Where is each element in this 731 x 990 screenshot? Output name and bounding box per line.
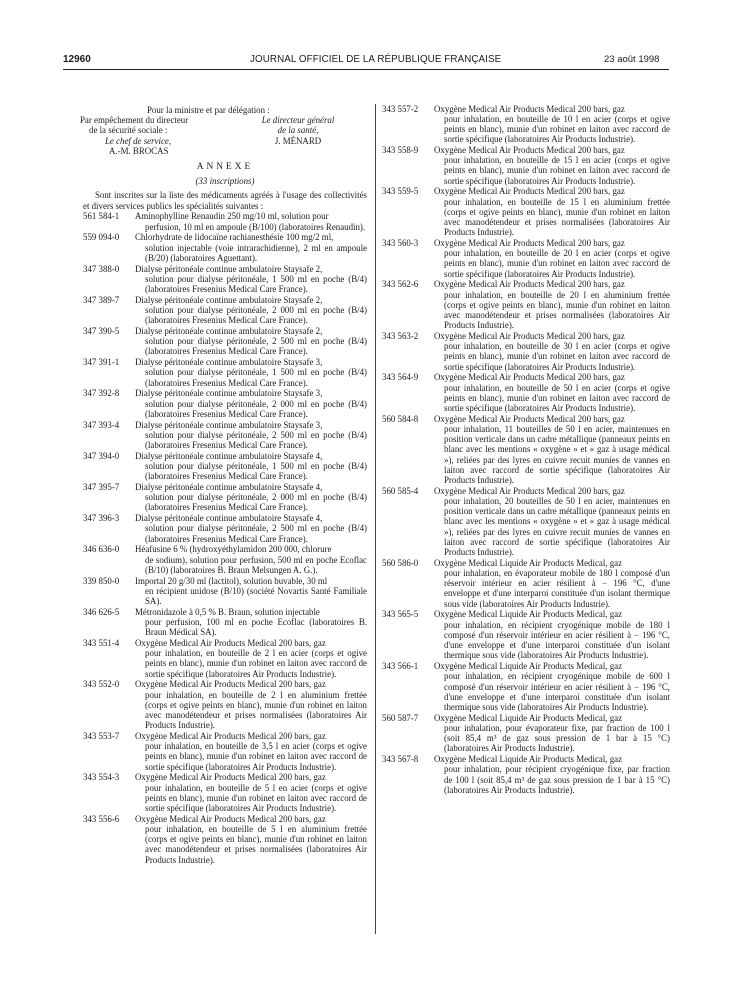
entry-continuation: de sodium), solution pour perfusion, 500 ml en poche Ecoflac (B/10) (laboratoires B. Braun Melsungen A. G.).: [145, 554, 367, 575]
signature-right-3: J. MÉNARD: [274, 135, 322, 146]
signature-left-4: A.-M. BROCAS: [109, 145, 169, 156]
entry-code: 343 562-6: [382, 279, 419, 290]
entry-first-line: Oxygène Medical Air Products Medical 200 bars, gaz: [434, 413, 625, 424]
entry-text: [135, 326, 367, 357]
entry-first-line: Dialyse péritonéale continue ambulatoire Staysafe 3,: [135, 388, 323, 399]
list-item: [83, 451, 367, 482]
entry-text: [434, 661, 670, 712]
entry-text: [434, 238, 670, 279]
entry-continuation: solution injectable (voie intrarachidienne), 2 ml en ampoule (B/20) (laboratoires Aguettant).: [145, 242, 367, 263]
header-rule: [63, 69, 669, 70]
signature-left-3: Le chef de service,: [105, 135, 172, 146]
list-item: [382, 238, 670, 279]
entry-code: 339 850-0: [83, 575, 120, 586]
entry-text: [135, 451, 367, 482]
entry-first-line: Oxygène Medical Air Products Medical 200 bars, gaz: [135, 813, 326, 824]
list-item: [382, 186, 670, 237]
right-entry-list: [382, 104, 670, 795]
entry-code: 346 626-5: [83, 606, 120, 617]
entry-code: 347 388-0: [83, 263, 120, 274]
entry-continuation: pour inhalation, en bouteille de 5 l en aluminium frettée (corps et ogive peints en blanc), munie d'un robinet en laiton avec manodétendeur et prises normalisées (laboratoires Air Products Industrie).: [145, 824, 367, 865]
list-item: [382, 372, 670, 413]
signature-delegation: Pour la ministre et par délégation :: [147, 105, 270, 115]
entry-code: 560 587-7: [382, 712, 419, 723]
list-item: [83, 326, 367, 357]
entry-continuation: perfusion, 10 ml en ampoule (B/100) (laboratoires Renaudin).: [145, 221, 366, 232]
entry-text: [434, 186, 670, 237]
entry-text: [434, 104, 670, 145]
entry-text: [434, 145, 670, 186]
entry-code: 343 557-2: [382, 103, 419, 114]
entry-text: [135, 731, 367, 772]
entry-first-line: Oxygène Medical Air Products Medical 200 bars, gaz: [434, 485, 625, 496]
list-item: [83, 482, 367, 513]
entry-continuation: pour inhalation, en bouteille de 20 l en acier (corps et ogive peints en blanc), munie d'un robinet en laiton avec raccord de sortie spécifique (laboratoires Air Products Industrie).: [444, 248, 670, 279]
list-item: [83, 731, 367, 772]
signature-left-1: Par empêchement du directeur: [80, 115, 189, 126]
entry-continuation: pour inhalation, en bouteille de 10 l en acier (corps et ogive peints en blanc), munie d'un robinet en laiton avec raccord de sortie spécifique (laboratoires Air Products Industrie).: [444, 113, 670, 145]
entry-first-line: Oxygène Medical Air Products Medical 200 bars, gaz: [434, 186, 625, 197]
list-item: [83, 357, 367, 388]
journal-title: JOURNAL OFFICIEL DE LA RÉPUBLIQUE FRANÇAISE: [250, 54, 502, 65]
entry-first-line: Oxygène Medical Air Products Medical 200 bars, gaz: [434, 103, 625, 114]
entry-code: 560 585-4: [382, 485, 419, 496]
entry-first-line: Dialyse péritonéale continue ambulatoire Staysafe 2,: [135, 325, 323, 336]
entry-code: 347 391-1: [83, 357, 120, 368]
entry-continuation: solution pour dialyse péritonéale, 2 500 ml en poche (B/4) (laboratoires Fresenius Medical Care France).: [145, 523, 367, 544]
signature-right-2: de la santé,: [277, 125, 319, 136]
entry-first-line: Oxygène Medical Air Products Medical 200 bars, gaz: [434, 372, 625, 383]
list-item: [83, 576, 367, 607]
entry-first-line: Oxygène Medical Liquide Air Products Medical, gaz: [434, 661, 623, 672]
signature-left-2: de la sécurité sociale :: [89, 125, 168, 136]
list-item: [83, 295, 367, 326]
entry-continuation: pour inhalation, en bouteille de 2 l en acier (corps et ogive peints en blanc), munie d'un robinet en laiton avec raccord de sortie spécifique (laboratoires Air Products Industrie).: [145, 648, 367, 679]
entry-code: 347 389-7: [83, 294, 120, 305]
list-item: [83, 232, 367, 263]
list-item: [83, 814, 367, 865]
entry-text: [434, 414, 670, 485]
list-item: [382, 279, 670, 330]
entry-code: 343 565-5: [382, 609, 419, 620]
entry-code: 347 392-8: [83, 388, 120, 399]
entry-first-line: Oxygène Medical Air Products Medical 200 bars, gaz: [434, 331, 625, 342]
inscriptions-count: (33 inscriptions): [195, 176, 255, 187]
entry-first-line: Métronidazole à 0,5 % B. Braun, solution injectable: [135, 606, 320, 617]
intro-paragraph: Sont inscrites sur la liste des médicaments agréés à l'usage des collectivités et divers services publics les spécialités suivantes :: [83, 190, 367, 211]
entry-code: 343 553-7: [83, 731, 120, 741]
entry-first-line: Oxygène Medical Air Products Medical 200 bars, gaz: [434, 238, 625, 249]
entry-text: [135, 607, 367, 638]
entry-first-line: Dialyse péritonéale continue ambulatoire Staysafe 4,: [135, 481, 323, 492]
list-item: [382, 331, 670, 372]
entry-continuation: pour inhalation, 20 bouteilles de 50 l en acier, maintenues en position verticale dans un cadre métallique (panneaux peints en blanc avec les mentions « oxygène » et « gaz à usage médical »), reliées par des lyres en cuivre recuit munies de vannes en laiton avec raccord de sortie spécifique (laboratoires Air Products Industrie).: [444, 496, 670, 558]
list-item: [83, 211, 367, 231]
left-entry-list: [83, 211, 367, 864]
entry-continuation: pour inhalation, en bouteille de 15 l en aluminium frettée (corps et ogive peints en blanc), munie d'un robinet en laiton avec manodétendeur et prises normalisées (laboratoires Air Products Industrie).: [444, 196, 670, 238]
list-item: [382, 713, 670, 754]
entry-code: 343 558-9: [382, 145, 419, 155]
list-item: [83, 544, 367, 575]
entry-continuation: pour inhalation, en bouteille de 20 l en aluminium frettée (corps et ogive peints en blanc), munie d'un robinet en laiton avec manodétendeur et prises normalisées (laboratoires Air Products Industrie).: [444, 289, 670, 331]
entry-text: [434, 609, 670, 660]
entry-continuation: pour inhalation, pour évaporateur fixe, par fraction de 100 l (soit 85,4 m³ de gaz sous pression de 1 bar à 15 °C) (laboratoires Air Products Industrie).: [444, 722, 670, 754]
list-item: [382, 486, 670, 557]
entry-text: [135, 772, 367, 813]
list-item: [382, 104, 670, 145]
annexe-title: ANNEXE: [196, 161, 254, 172]
entry-continuation: solution pour dialyse péritonéale, 1 500 ml en poche (B/4) (laboratoires Fresenius Medical Care France).: [145, 273, 367, 294]
list-item: [382, 414, 670, 485]
list-item: [83, 513, 367, 544]
entry-first-line: Héafusine 6 % (hydroxyéthylamidon 200 000, chlorure: [135, 544, 332, 555]
entry-first-line: Oxygène Medical Air Products Medical 200 bars, gaz: [135, 772, 326, 783]
entry-continuation: pour inhalation, 11 bouteilles de 50 l en acier, maintenues en position verticale dans un cadre métallique (panneaux peints en blanc avec les mentions « oxygène » et « gaz à usage médical »), reliées par des lyres en cuivre recuit munies de vannes en laiton avec raccord de sortie spécifique (laboratoires Air Products Industrie).: [444, 424, 670, 486]
entry-first-line: Oxygène Medical Liquide Air Products Medical, gaz: [434, 557, 623, 568]
entry-code: 343 559-5: [382, 186, 419, 197]
entry-code: 343 564-9: [382, 372, 419, 383]
entry-first-line: Oxygène Medical Air Products Medical 200 bars, gaz: [434, 145, 625, 155]
list-item: [83, 638, 367, 679]
entry-code: 343 551-4: [83, 637, 120, 648]
entry-continuation: pour inhalation, en récipient cryogénique mobile de 600 l composé d'un réservoir intérieur en acier résilient à − 196 °C, d'une enveloppe et d'une interparoi constituée d'un isolant thermique sous vide (laboratoires Air Products Industrie).: [444, 671, 670, 712]
entry-first-line: Dialyse péritonéale continue ambulatoire Staysafe 3,: [135, 419, 323, 430]
entry-code: 343 552-0: [83, 679, 120, 690]
entry-text: [135, 576, 367, 607]
entry-code: 343 563-2: [382, 331, 419, 342]
entry-text: [434, 331, 670, 372]
entry-code: 347 396-3: [83, 513, 120, 524]
entry-text: [434, 558, 670, 609]
entry-text: [135, 357, 367, 388]
list-item: [83, 679, 367, 730]
entry-text: [135, 388, 367, 419]
entry-first-line: Oxygène Medical Air Products Medical 200 bars, gaz: [135, 637, 326, 648]
entry-first-line: Chlorhydrate de lidocaïne rachianesthésie 100 mg/2 ml,: [135, 232, 334, 243]
publication-date: 23 août 1998: [604, 54, 660, 65]
entry-continuation: solution pour dialyse péritonéale, 2 500 ml en poche (B/4) (laboratoires Fresenius Medical Care France).: [145, 336, 367, 357]
entry-first-line: Oxygène Medical Air Products Medical 200 bars, gaz: [135, 731, 326, 741]
entry-text: [434, 372, 670, 413]
entry-continuation: pour inhalation, en bouteille de 50 l en acier (corps et ogive peints en blanc), munie d'un robinet en laiton avec raccord de sortie spécifique (laboratoires Air Products Industrie).: [444, 382, 670, 414]
entry-continuation: solution pour dialyse péritonéale, 1 500 ml en poche (B/4) (laboratoires Fresenius Medical Care France).: [145, 460, 367, 482]
entry-first-line: Oxygène Medical Air Products Medical 200 bars, gaz: [434, 279, 625, 290]
entry-first-line: Dialyse péritonéale continue ambulatoire Staysafe 2,: [135, 294, 323, 305]
list-item: [83, 607, 367, 638]
entry-text: [135, 638, 367, 679]
entry-first-line: Oxygène Medical Liquide Air Products Medical, gaz: [434, 754, 623, 765]
entry-continuation: pour inhalation, en bouteille de 15 l en acier (corps et ogive peints en blanc), munie d'un robinet en laiton avec raccord de sortie spécifique (laboratoires Air Products Industrie).: [444, 155, 670, 186]
entry-text: [135, 513, 367, 544]
entry-code: 559 094-0: [83, 232, 120, 243]
entry-code: 347 395-7: [83, 481, 120, 492]
list-item: [382, 754, 670, 795]
entry-continuation: solution pour dialyse péritonéale, 2 500 ml en poche (B/4) (laboratoires Fresenius Medical Care France).: [145, 429, 367, 450]
entry-continuation: solution pour dialyse péritonéale, 2 000 ml en poche (B/4) (laboratoires Fresenius Medical Care France).: [145, 492, 367, 513]
entry-first-line: Oxygène Medical Liquide Air Products Medical, gaz: [434, 712, 623, 723]
left-column: [80, 105, 367, 865]
entry-code: 343 554-3: [83, 772, 120, 783]
entry-text: [135, 482, 367, 513]
entry-continuation: pour inhalation, en bouteille de 2 l en aluminium frettée (corps et ogive peints en blanc), munie d'un robinet en laiton avec manodétendeur et prises normalisées (laboratoires Air Products Industrie).: [145, 689, 367, 731]
signature-right-1: Le directeur général: [261, 115, 335, 126]
entry-continuation: pour perfusion, 100 ml en poche Ecoflac (laboratoires B. Braun Médical SA).: [145, 616, 367, 638]
entry-continuation: pour inhalation, en bouteille de 3,5 l en acier (corps et ogive peints en blanc), munie d'un robinet en laiton avec raccord de sortie spécifique (laboratoires Air Products Industrie).: [145, 741, 367, 772]
list-item: [382, 661, 670, 712]
signature-block: [80, 105, 367, 156]
entry-continuation: pour inhalation, en évaporateur mobile de 180 l composé d'un réservoir intérieur en acier résilient à − 196 °C, d'une enveloppe et d'une interparoi constituée d'un isolant thermique sous vide (laboratoires Air Products Industrie).: [444, 568, 670, 609]
entry-text: [135, 295, 367, 326]
entry-first-line: Importal 20 g/30 ml (lactitol), solution buvable, 30 ml: [135, 575, 328, 586]
entry-continuation: pour inhalation, en bouteille de 30 l en acier (corps et ogive peints en blanc), munie d'un robinet en laiton avec raccord de sortie spécifique (laboratoires Air Products Industrie).: [444, 341, 670, 372]
entry-first-line: Oxygène Medical Air Products Medical 200 bars, gaz: [135, 679, 326, 690]
list-item: [83, 772, 367, 813]
entry-code: 561 584-1: [83, 211, 120, 222]
entry-continuation: solution pour dialyse péritonéale, 1 500 ml en poche (B/4) (laboratoires Fresenius Medical Care France).: [145, 367, 367, 388]
entry-first-line: Dialyse péritonéale continue ambulatoire Staysafe 4,: [135, 513, 323, 524]
list-item: [83, 420, 367, 451]
entry-first-line: Aminophylline Renaudin 250 mg/10 ml, solution pour: [135, 211, 329, 222]
entry-text: [135, 544, 367, 575]
entry-text: [135, 211, 367, 231]
right-column: [382, 103, 670, 795]
entry-continuation: pour inhalation, en récipient cryogénique mobile de 180 l composé d'un réservoir intérieur en acier résilient à − 196 °C, d'une enveloppe et d'une interparoi constituée d'un isolant thermique sous vide (laboratoires Air Products Industrie).: [444, 619, 670, 661]
entry-code: 343 560-3: [382, 238, 419, 249]
entry-text: [434, 754, 670, 795]
entry-code: 347 393-4: [83, 419, 120, 430]
entry-first-line: Dialyse péritonéale continue ambulatoire Staysafe 4,: [135, 450, 323, 461]
entry-code: 343 567-8: [382, 754, 419, 765]
list-item: [83, 264, 367, 295]
entry-continuation: pour inhalation, pour récipient cryogénique fixe, par fraction de 100 l (soit 85,4 m³ de gaz sous pression de 1 bar à 15 °C) (laboratoires Air Products Industrie).: [444, 764, 670, 795]
entry-continuation: pour inhalation, en bouteille de 5 l en acier (corps et ogive peints en blanc), munie d'un robinet en laiton avec raccord de sortie spécifique (laboratoires Air Products Industrie).: [145, 782, 367, 814]
entry-text: [135, 420, 367, 451]
entry-first-line: Oxygène Medical Liquide Air Products Medical, gaz: [434, 609, 623, 620]
column-divider: [375, 104, 376, 934]
entry-code: 346 636-0: [83, 544, 120, 555]
entry-code: 560 586-0: [382, 557, 419, 568]
page-number: 12960: [63, 54, 91, 65]
entry-continuation: solution pour dialyse péritonéale, 2 000 ml en poche (B/4) (laboratoires Fresenius Medical Care France).: [145, 304, 367, 326]
entry-text: [135, 679, 367, 730]
list-item: [382, 145, 670, 186]
entry-code: 560 584-8: [382, 413, 419, 424]
entry-code: 347 394-0: [83, 450, 120, 461]
entry-text: [135, 232, 367, 263]
entry-text: [135, 264, 367, 295]
entry-text: [434, 713, 670, 754]
entry-first-line: Dialyse péritonéale continue ambulatoire Staysafe 2,: [135, 263, 323, 274]
entry-text: [135, 814, 367, 865]
entry-text: [434, 486, 670, 557]
entry-text: [434, 279, 670, 330]
entry-continuation: solution pour dialyse péritonéale, 2 000 ml en poche (B/4) (laboratoires Fresenius Medical Care France).: [145, 398, 367, 419]
entry-code: 347 390-5: [83, 325, 120, 336]
entry-continuation: en récipient unidose (B/10) (société Novartis Santé Familiale SA).: [145, 585, 367, 606]
list-item: [83, 388, 367, 419]
entry-code: 343 566-1: [382, 661, 419, 672]
list-item: [382, 558, 670, 609]
list-item: [382, 609, 670, 660]
entry-first-line: Dialyse péritonéale continue ambulatoire Staysafe 3,: [135, 357, 323, 368]
entry-code: 343 556-6: [83, 813, 120, 824]
